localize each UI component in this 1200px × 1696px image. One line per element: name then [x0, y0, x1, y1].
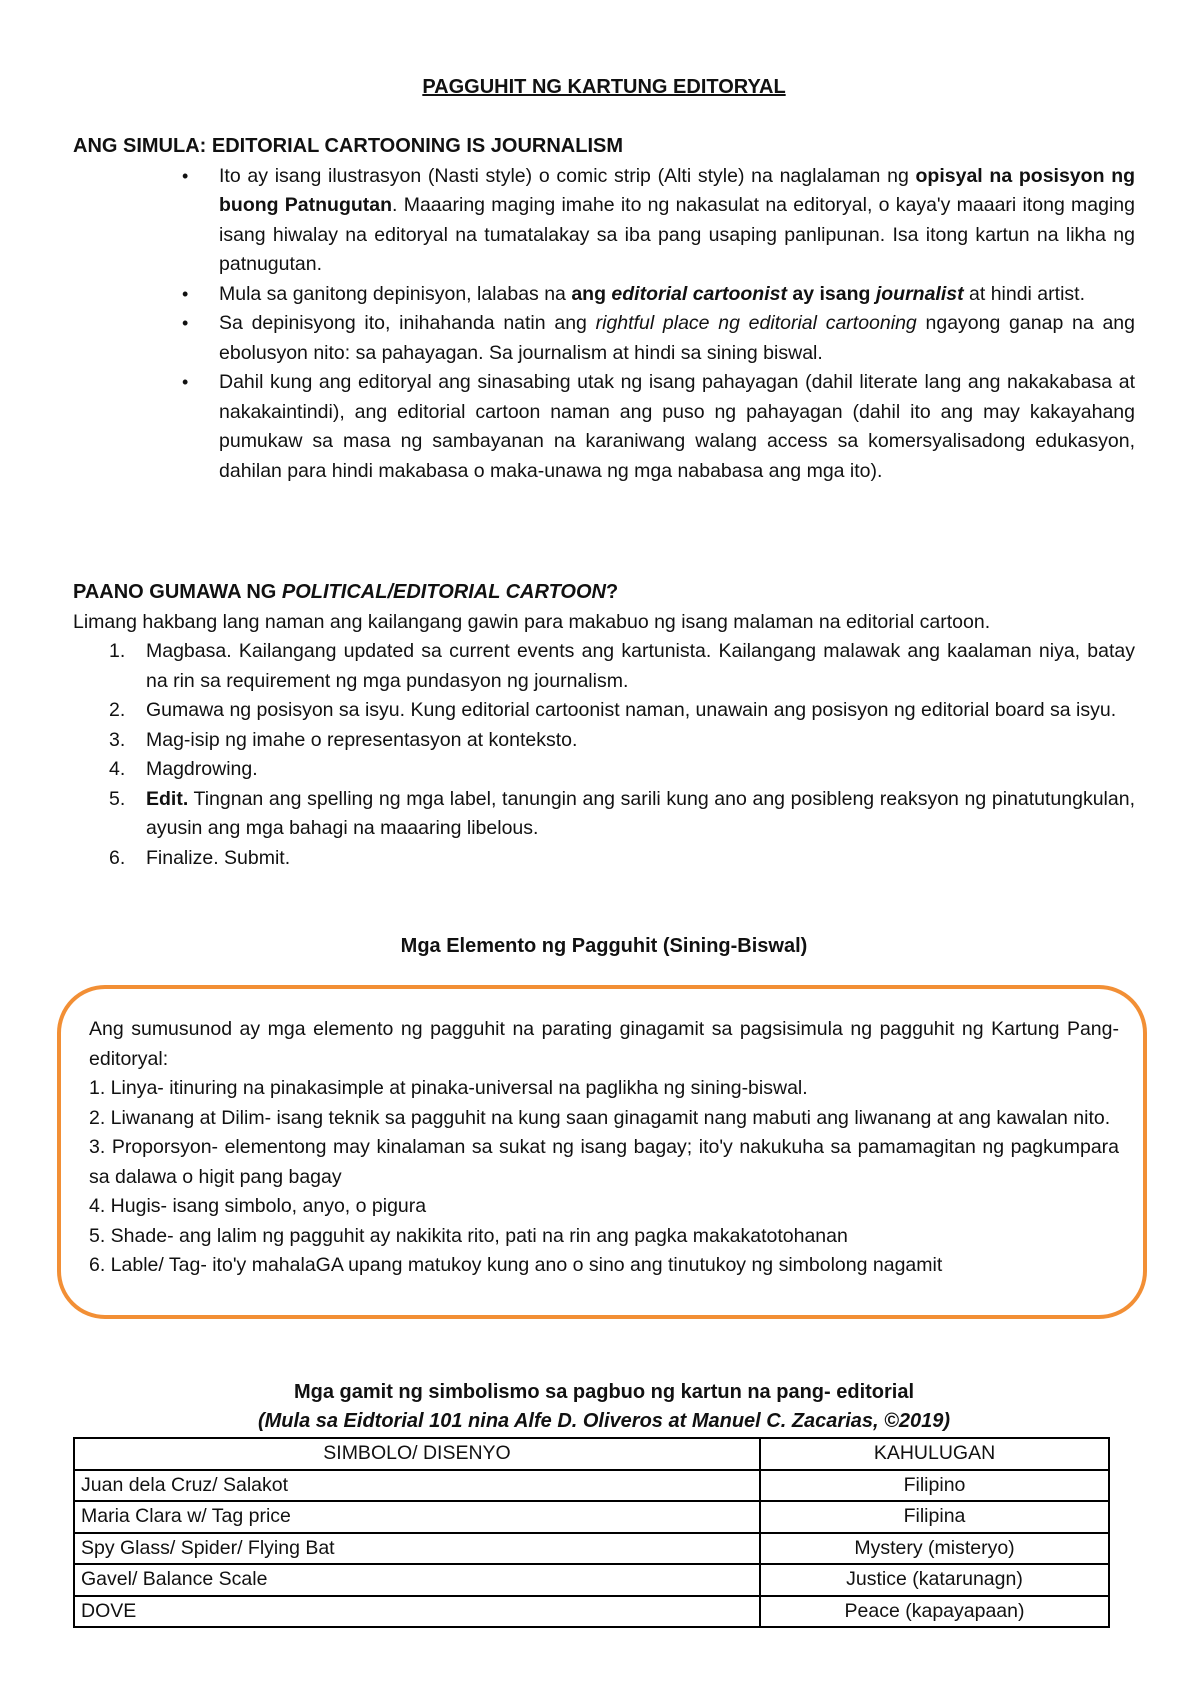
table-cell: Juan dela Cruz/ Salakot: [74, 1470, 760, 1502]
section-heading: PAANO GUMAWA NG POLITICAL/EDITORIAL CARTOON?: [73, 581, 619, 603]
bullet-item: • Ito ay isang ilustrasyon (Nasti style) o comic strip (Alti style) na naglalaman ng opisyal na posisyon ng buong Patnugutan. Maaaring maging imahe ito ng nakasulat na editoryal, o kaya'y maaari itong maging isang hiwalay na editoryal na tumatalakay sa iba pang usaping panlipunan. Isa itong kartun na likha ng patnugutan.: [219, 162, 1135, 280]
table-cell: Maria Clara w/ Tag price: [74, 1501, 760, 1533]
table-cell: DOVE: [74, 1596, 760, 1628]
table-header-cell: SIMBOLO/ DISENYO: [74, 1438, 760, 1470]
section-paano: [73, 578, 1135, 873]
step-item: 5. Edit. Tingnan ang spelling ng mga label, tanungin ang sarili kung ano ang posibleng reaksyon ng pinatutungkulan, ayusin ang mga bahagi na maaaring libelous.: [109, 787, 1135, 839]
table-header-cell: KAHULUGAN: [760, 1438, 1109, 1470]
elements-title: Mga Elemento ng Pagguhit (Sining-Biswal): [400, 935, 808, 957]
element-item: 2. Liwanang at Dilim- isang teknik sa pagguhit na kung saan ginagamit nang mabuti ang liwanang at ang kawalan nito.: [89, 1106, 1111, 1129]
bullet-list: [73, 162, 1135, 487]
section-intro: Limang hakbang lang naman ang kailangang gawin para makabuo ng isang malaman na editorial cartoon.: [73, 610, 991, 633]
step-item: 2. Gumawa ng posisyon sa isyu. Kung editorial cartoonist naman, unawain ang posisyon ng editorial board sa isyu.: [109, 699, 1117, 721]
table-row: [74, 1501, 1109, 1533]
steps-list: [73, 637, 1135, 873]
table-cell: Justice (katarunagn): [760, 1564, 1109, 1596]
table-row: [74, 1564, 1109, 1596]
section-simula: [73, 132, 1135, 486]
bullet-item: • Mula sa ganitong depinisyon, lalabas na ang editorial cartoonist ay isang journalist at hindi artist.: [219, 280, 1135, 310]
step-item: 1. Magbasa. Kailangang updated sa current events ang kartunista. Kailangang malawak ang kaalaman niya, batay na rin sa requirement ng mga pundasyon ng journalism.: [109, 640, 1135, 692]
element-item: 1. Linya- itinuring na pinakasimple at pinaka-universal na paglikha ng sining-biswal.: [89, 1077, 808, 1099]
table-cell: Filipino: [760, 1470, 1109, 1502]
step-item: 6. Finalize. Submit.: [109, 846, 291, 869]
document-title: PAGGUHIT NG KARTUNG EDITORYAL: [422, 76, 786, 98]
table-cell: Filipina: [760, 1501, 1109, 1533]
table-header-row: [74, 1438, 1109, 1470]
element-item: 4. Hugis- isang simbolo, anyo, o pigura: [89, 1195, 427, 1217]
section-heading: ANG SIMULA: EDITORIAL CARTOONING IS JOURNALISM: [73, 135, 624, 157]
table-cell: Gavel/ Balance Scale: [74, 1564, 760, 1596]
table-cell: Mystery (misteryo): [760, 1533, 1109, 1565]
bullet-item: • Dahil kung ang editoryal ang sinasabing utak ng isang pahayagan (dahil literate lang ang nakakabasa at nakakaintindi), ang editorial cartoon naman ang puso ng pahayagan (dahil ito ang may kakayahang pumukaw sa masa ng sambayanan na karaniwang walang access sa komersyalisadong edukasyon, dahilan para hindi makabasa o maka-unawa ng mga nababasa ang mga ito).: [219, 368, 1135, 486]
elements-text: [89, 1015, 1119, 1281]
table-title: Mga gamit ng simbolismo sa pagbuo ng kartun na pang- editorial: [293, 1381, 915, 1403]
table-subtitle: (Mula sa Eidtorial 101 nina Alfe D. Oliveros at Manuel C. Zacarias, ©2019): [257, 1410, 950, 1432]
step-item: 3. Mag-isip ng imahe o representasyon at konteksto.: [109, 728, 578, 751]
table-cell: Spy Glass/ Spider/ Flying Bat: [74, 1533, 760, 1565]
symbolism-table: [73, 1437, 1110, 1628]
elements-intro: Ang sumusunod ay mga elemento ng pagguhit na parating ginagamit sa pagsisimula ng pagguhit ng Kartung Pang-editoryal:: [89, 1018, 1119, 1070]
element-item: 5. Shade- ang lalim ng pagguhit ay nakikita rito, pati na rin ang pagka makakatotohanan: [89, 1224, 848, 1247]
bullet-item: • Sa depinisyong ito, inihahanda natin ang rightful place ng editorial cartooning ngayong ganap na ang ebolusyon nito: sa pahayagan. Sa journalism at hindi sa sining biswal.: [219, 309, 1135, 368]
table-cell: Peace (kapayapaan): [760, 1596, 1109, 1628]
table-row: [74, 1596, 1109, 1628]
table-row: [74, 1533, 1109, 1565]
element-item: 6. Lable/ Tag- ito'y mahalaGA upang matukoy kung ano o sino ang tinutukoy ng simbolong nagamit: [89, 1254, 943, 1276]
table-row: [74, 1470, 1109, 1502]
element-item: 3. Proporsyon- elementong may kinalaman sa sukat ng isang bagay; ito'y nakukuha sa pamamagitan ng pagkumpara sa dalawa o higit pang bagay: [89, 1136, 1119, 1188]
step-item: 4. Magdrowing.: [109, 758, 258, 780]
